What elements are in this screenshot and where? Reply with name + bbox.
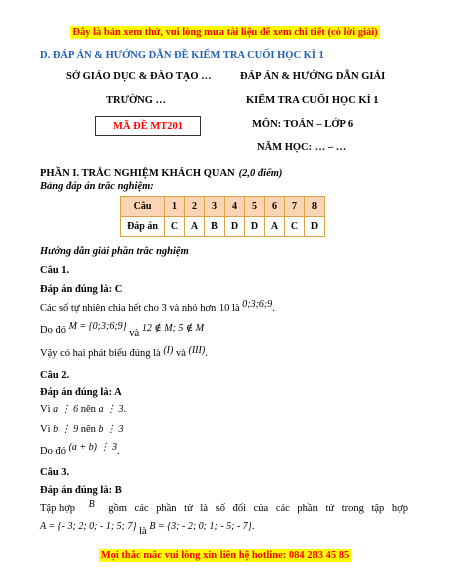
part1-heading	[40, 163, 282, 181]
q1-line1: Các số tự nhiên chia hết cho 3 và nhỏ hơn 10 là 0;3;6;9.	[40, 299, 275, 314]
answer-table-label: Bảng đáp án trắc nghiệm:	[40, 181, 154, 192]
q2-line1-pre: Vì	[40, 404, 51, 415]
q1-line2-pre: Do đó	[40, 325, 66, 336]
q1-line2-math2: 12 ∉ M; 5 ∉ M	[141, 323, 205, 334]
q3-title: Câu 3.	[40, 467, 70, 478]
hotline-banner-text: Mọi thắc mắc vui lòng xin liên hệ hotline: 084 283 45 85	[100, 550, 350, 561]
section-title: D. ĐÁP ÁN & HƯỚNG DẪN ĐỀ KIỂM TRA CUỐI HỌC KÌ 1	[40, 50, 324, 61]
q1-line2-math1: M = {0;3;6;9}	[68, 321, 127, 332]
q2-line2	[40, 424, 124, 435]
answer-table-row-label: Đáp án	[121, 217, 165, 237]
guide-title: Hướng dẫn giải phần trắc nghiệm	[40, 246, 189, 257]
q1-line3-pre: Vậy có hai phát biểu đúng là	[40, 348, 161, 359]
answer-cell: C	[165, 217, 185, 237]
question-number: 5	[245, 197, 265, 217]
answer-cell: A	[185, 217, 205, 237]
answer-table	[120, 196, 325, 237]
q2-line1-math1: a ⋮ 6	[53, 404, 79, 415]
q2-line3-math: (a + b) ⋮ 3	[68, 442, 118, 453]
question-number: 8	[305, 197, 325, 217]
q2-line2-math2: b ⋮ 3	[98, 424, 124, 435]
header-answer-title: ĐÁP ÁN & HƯỚNG DẪN GIẢI	[240, 71, 386, 82]
q3-line1-rest: gồm các phần tử là số đối của các phần tử trong tập hợp	[108, 503, 408, 514]
q3-answer: Đáp án đúng là: B	[40, 485, 122, 496]
answer-cell: D	[225, 217, 245, 237]
preview-banner	[0, 22, 450, 40]
q2-line1-math2: a ⋮ 3	[98, 404, 124, 415]
answer-table-header-row	[121, 197, 325, 217]
header-exam-name: KIỂM TRA CUỐI HỌC KÌ 1	[246, 95, 379, 106]
q2-line1: Vì a ⋮ 6 nên a ⋮ 3.	[40, 404, 127, 415]
q2-title: Câu 2.	[40, 370, 70, 381]
q1-line1-text: Các số tự nhiên chia hết cho 3 và nhỏ hơn 10 là	[40, 303, 240, 314]
answer-cell: D	[245, 217, 265, 237]
answer-cell: C	[285, 217, 305, 237]
q3-line2-math1: A = {- 3; 2; 0; - 1; 5; 7}	[40, 521, 137, 532]
q3-line2-mid: là	[139, 526, 147, 537]
q1-line3: Vậy có hai phát biểu đúng là (I) và (III).	[40, 345, 208, 359]
q2-line3-pre: Do đó	[40, 446, 66, 457]
q1-line2-mid: và	[129, 328, 140, 339]
q2-answer: Đáp án đúng là: A	[40, 387, 122, 398]
q2-line1-mid: nên	[80, 404, 96, 415]
answer-cell: D	[305, 217, 325, 237]
answer-cell: B	[205, 217, 225, 237]
answer-table-row-label: Câu	[121, 197, 165, 217]
q3-line2: A = {- 3; 2; 0; - 1; 5; 7} là B = {3; - 2; 0; 1; - 5; - 7}.	[40, 521, 255, 537]
q2-line2-pre: Vì	[40, 424, 51, 435]
part1-title: PHẦN I. TRẮC NGHIỆM KHÁCH QUAN	[40, 168, 235, 179]
q1-line3-math2: (III)	[188, 345, 206, 356]
q1-line1-math: 0;3;6;9	[242, 299, 273, 310]
header-dept: SỞ GIÁO DỤC & ĐÀO TẠO …	[66, 71, 212, 82]
question-number: 4	[225, 197, 245, 217]
q3-line1	[40, 499, 408, 514]
q3-line2-math2: B = {3; - 2; 0; 1; - 5; - 7}	[149, 521, 252, 532]
preview-banner-text: Đây là bản xem thử, vui lòng mua tài liệu để xem chi tiết (có lời giải)	[72, 27, 378, 38]
question-number: 3	[205, 197, 225, 217]
part1-points: (2,0 điểm)	[238, 168, 283, 179]
answer-table-answer-row	[121, 217, 325, 237]
q3-line1-pre: Tập hợp	[40, 503, 76, 514]
question-number: 1	[165, 197, 185, 217]
header-school: TRƯỜNG …	[106, 95, 166, 106]
hotline-banner	[0, 545, 450, 563]
q3-line1-math: B	[88, 499, 95, 510]
q1-line3-mid: và	[175, 348, 186, 359]
header-school-year: NĂM HỌC: … – …	[257, 142, 347, 153]
header-subject: MÔN: TOÁN – LỚP 6	[252, 119, 354, 130]
exam-code-box: MÃ ĐỀ MT201	[95, 116, 201, 136]
question-number: 2	[185, 197, 205, 217]
q1-title: Câu 1.	[40, 265, 70, 276]
answer-cell: A	[265, 217, 285, 237]
q2-line2-math1: b ⋮ 9	[53, 424, 79, 435]
q2-line2-mid: nên	[80, 424, 96, 435]
q1-line3-math1: (I)	[163, 345, 174, 356]
q1-line2	[40, 321, 205, 339]
question-number: 7	[285, 197, 305, 217]
q2-line3: Do đó (a + b) ⋮ 3.	[40, 442, 120, 457]
q1-answer: Đáp án đúng là: C	[40, 284, 123, 295]
question-number: 6	[265, 197, 285, 217]
